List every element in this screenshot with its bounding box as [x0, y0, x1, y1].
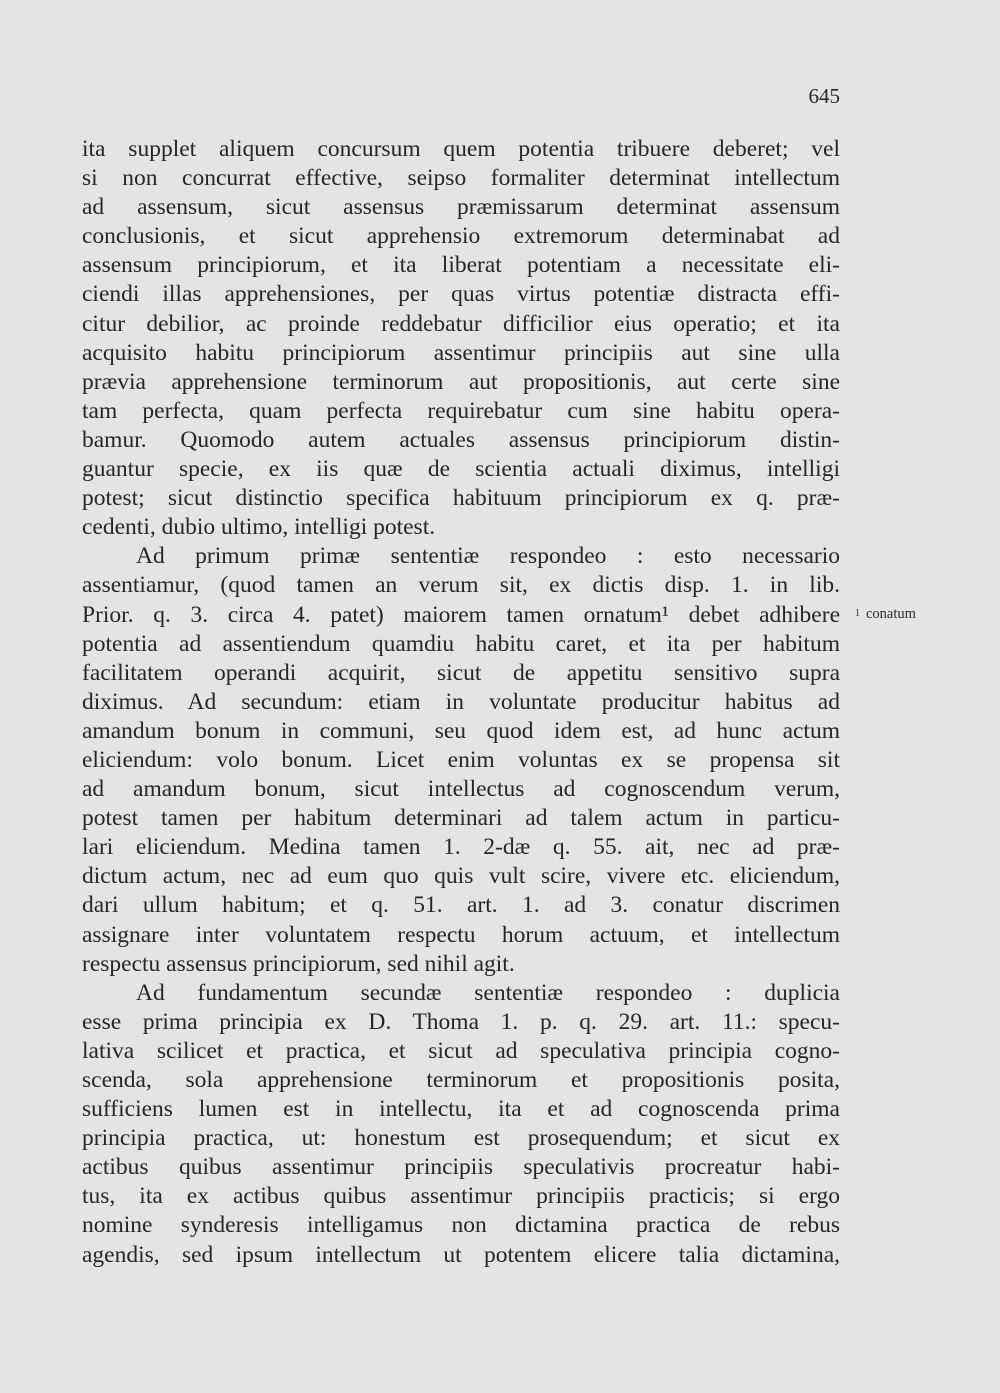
text-line: tus, ita ex actibus quibus assentimur principiis practicis; si ergo [82, 1183, 840, 1210]
text-line: Prior. q. 3. circa 4. patet) maiorem tamen ornatum¹ debet adhibere [82, 601, 840, 628]
text-line: ita supplet aliquem concursum quem potentia tribuere deberet; vel [82, 136, 840, 162]
text-line: assignare inter voluntatem respectu horum actuum, et intellectum [82, 921, 840, 948]
text-line: assensum principiorum, et ita liberat potentiam a necessitate eli- [82, 252, 840, 279]
text-line: ad amandum bonum, sicut intellectus ad cognoscendum verum, [82, 776, 840, 803]
text-line: acquisito habitu principiorum assentimur principiis aut sine ulla [82, 339, 840, 366]
paragraph-start-line: Ad primum primæ sententiæ respondeo : esto necessario [136, 543, 840, 570]
margin-note-number: 1 [855, 608, 860, 619]
text-line: dictum actum, nec ad eum quo quis vult scire, vivere etc. eliciendum, [82, 863, 840, 890]
text-line: agendis, sed ipsum intellectum ut potentem elicere talia dictamina, [82, 1241, 840, 1268]
body-text [82, 135, 840, 1270]
text-line: diximus. Ad secundum: etiam in voluntate producitur habitus ad [82, 688, 840, 715]
text-line: actibus quibus assentimur principiis speculativis procreatur habi- [82, 1154, 840, 1181]
text-line: bamur. Quomodo autem actuales assensus principiorum distin- [82, 426, 840, 453]
text-line: ciendi illas apprehensiones, per quas virtus potentiæ distracta effi- [82, 281, 840, 308]
text-line: sufficiens lumen est in intellectu, ita et ad cognoscenda prima [82, 1096, 840, 1123]
text-line: lativa scilicet et practica, et sicut ad speculativa principia cogno- [82, 1037, 840, 1064]
text-line: respectu assensus principiorum, sed nihil agit. [82, 950, 515, 977]
text-line: assentiamur, (quod tamen an verum sit, ex dictis disp. 1. in lib. [82, 572, 840, 599]
text-line: cedenti, dubio ultimo, intelligi potest. [82, 514, 436, 541]
text-line: dari ullum habitum; et q. 51. art. 1. ad 3. conatur discrimen [82, 892, 840, 919]
margin-note [855, 605, 916, 623]
text-line: facilitatem operandi acquirit, sicut de appetitu sensitivo supra [82, 659, 840, 686]
text-line: ad assensum, sicut assensus præmissarum determinat assensum [82, 194, 840, 221]
text-line: prævia apprehensione terminorum aut propositionis, aut certe sine [82, 368, 840, 395]
margin-note-text: conatum [866, 606, 916, 622]
text-line: esse prima principia ex D. Thoma 1. p. q. 29. art. 11.: specu- [82, 1008, 840, 1035]
text-line: citur debilior, ac proinde reddebatur difficilior eius operatio; et ita [82, 310, 840, 337]
page-number: 645 [808, 84, 840, 108]
text-line: potentia ad assentiendum quamdiu habitu caret, et ita per habitum [82, 630, 840, 657]
text-line: guantur specie, ex iis quæ de scientia actuali diximus, intelligi [82, 456, 840, 483]
text-line: eliciendum: volo bonum. Licet enim voluntas ex se propensa sit [82, 746, 840, 773]
text-line: nomine synderesis intelligamus non dictamina practica de rebus [82, 1212, 840, 1239]
text-line: potest; sicut distinctio specifica habituum principiorum ex q. præ- [82, 485, 840, 512]
text-line: potest tamen per habitum determinari ad talem actum in particu- [82, 805, 840, 832]
text-line: scenda, sola apprehensione terminorum et propositionis posita, [82, 1067, 840, 1093]
text-line: conclusionis, et sicut apprehensio extremorum determinabat ad [82, 223, 840, 250]
text-line: tam perfecta, quam perfecta requirebatur cum sine habitu opera- [82, 397, 840, 424]
text-line: si non concurrat effective, seipso formaliter determinat intellectum [82, 165, 840, 192]
text-line: amandum bonum in communi, seu quod idem est, ad hunc actum [82, 717, 840, 744]
paragraph-start-line: Ad fundamentum secundæ sententiæ respondeo : duplicia [136, 979, 840, 1006]
text-line: lari eliciendum. Medina tamen 1. 2-dæ q. 55. ait, nec ad præ- [82, 834, 840, 861]
text-line: principia practica, ut: honestum est prosequendum; et sicut ex [82, 1125, 840, 1152]
